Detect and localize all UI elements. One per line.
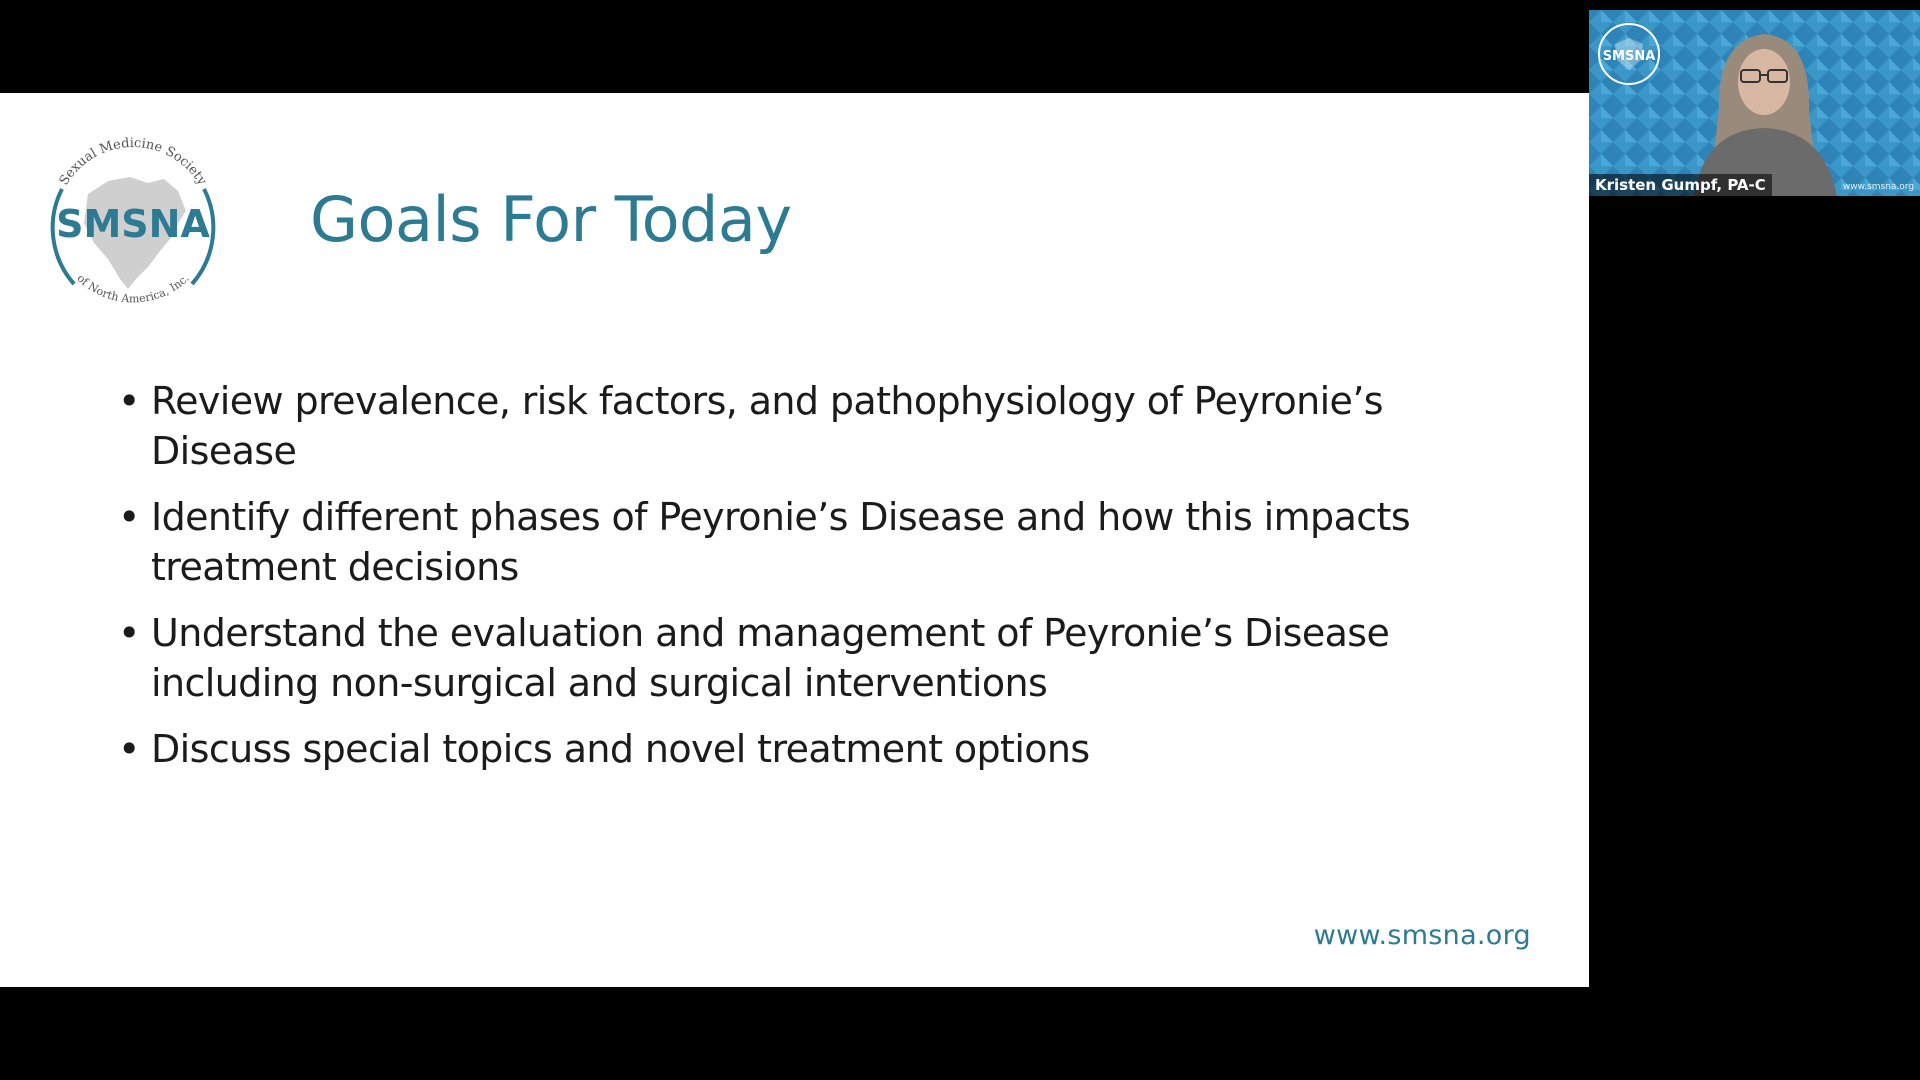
slide-footer-url: www.smsna.org <box>1313 920 1531 951</box>
bullet-list <box>118 376 1498 790</box>
logo-top-text: Sexual Medicine Society <box>56 135 210 189</box>
bullet-text: Discuss special topics and novel treatment options <box>151 727 1090 771</box>
bullet-text: Identify different phases of Peyronie’s Disease and how this impacts treatment decisions <box>151 495 1411 589</box>
bullet-dot: • <box>118 379 140 423</box>
bullet-item <box>118 608 1498 708</box>
bullet-item <box>118 724 1498 774</box>
slide-title: Goals For Today <box>310 183 792 256</box>
bullet-dot: • <box>118 727 140 771</box>
logo-abbr: SMSNA <box>56 202 210 246</box>
smsna-logo <box>28 119 238 329</box>
logo-bottom-text: of North America, Inc. <box>74 271 192 306</box>
bullet-item <box>118 492 1498 592</box>
presentation-slide <box>0 93 1589 987</box>
participant-name: Kristen Gumpf, PA-C <box>1589 174 1772 196</box>
bullet-dot: • <box>118 495 140 539</box>
video-logo-text: SMSNA <box>1602 49 1656 64</box>
video-background-logo <box>1595 20 1663 88</box>
bullet-item <box>118 376 1498 476</box>
bullet-text: Understand the evaluation and management of Peyronie’s Disease including non-surgical and surgical interventions <box>151 611 1390 705</box>
video-background-url: www.smsna.org <box>1842 182 1914 192</box>
bullet-text: Review prevalence, risk factors, and pathophysiology of Peyronie’s Disease <box>151 379 1383 473</box>
participant-video-tile[interactable] <box>1589 10 1920 196</box>
bullet-dot: • <box>118 611 140 655</box>
